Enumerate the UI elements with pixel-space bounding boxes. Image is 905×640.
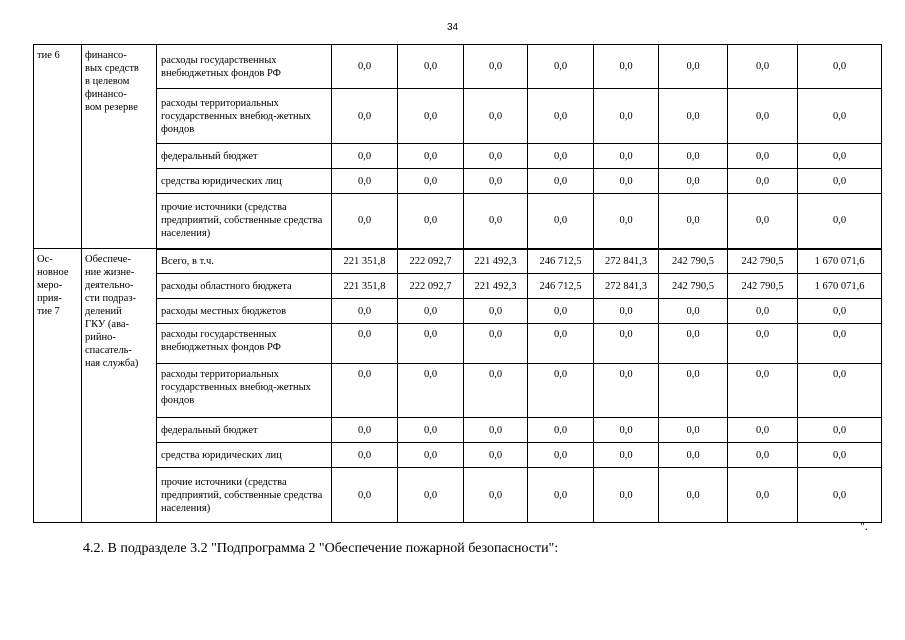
- table-row: [34, 299, 882, 324]
- value-cell: 0,0: [528, 324, 594, 364]
- value-cell: 0,0: [332, 324, 398, 364]
- funding-source-cell: расходы местных бюджетов: [157, 299, 332, 324]
- total-value-cell: 1 670 071,6: [798, 249, 882, 274]
- total-value-cell: 1 670 071,6: [798, 274, 882, 299]
- value-cell: 0,0: [398, 299, 464, 324]
- value-cell: 0,0: [528, 299, 594, 324]
- value-cell: 0,0: [728, 89, 798, 144]
- value-cell: 0,0: [659, 89, 728, 144]
- table-row: [34, 324, 882, 364]
- funding-source-cell: Всего, в т.ч.: [157, 249, 332, 274]
- value-cell: 246 712,5: [528, 249, 594, 274]
- value-cell: 0,0: [728, 418, 798, 443]
- value-cell: 0,0: [659, 418, 728, 443]
- value-cell: 0,0: [728, 194, 798, 249]
- value-cell: 0,0: [728, 324, 798, 364]
- table-row: [34, 249, 882, 274]
- value-cell: 242 790,5: [659, 249, 728, 274]
- value-cell: 0,0: [659, 194, 728, 249]
- total-value-cell: 0,0: [798, 468, 882, 523]
- value-cell: 0,0: [464, 324, 528, 364]
- value-cell: 0,0: [398, 364, 464, 418]
- value-cell: 0,0: [398, 169, 464, 194]
- value-cell: 0,0: [659, 144, 728, 169]
- value-cell: 0,0: [594, 144, 659, 169]
- value-cell: 0,0: [528, 468, 594, 523]
- value-cell: 0,0: [594, 169, 659, 194]
- value-cell: 0,0: [594, 468, 659, 523]
- value-cell: 242 790,5: [728, 274, 798, 299]
- value-cell: 0,0: [594, 443, 659, 468]
- value-cell: 221 351,8: [332, 274, 398, 299]
- total-value-cell: 0,0: [798, 443, 882, 468]
- table-row: [34, 443, 882, 468]
- value-cell: 0,0: [594, 45, 659, 89]
- value-cell: 0,0: [332, 194, 398, 249]
- value-cell: 0,0: [398, 89, 464, 144]
- funding-source-cell: федеральный бюджет: [157, 144, 332, 169]
- value-cell: 0,0: [594, 89, 659, 144]
- value-cell: 0,0: [528, 194, 594, 249]
- table-row: [34, 194, 882, 249]
- closing-quote: ".: [860, 519, 868, 533]
- total-value-cell: 0,0: [798, 324, 882, 364]
- budget-table: [33, 44, 882, 523]
- value-cell: 0,0: [659, 299, 728, 324]
- value-cell: 0,0: [332, 144, 398, 169]
- value-cell: 0,0: [332, 468, 398, 523]
- value-cell: 0,0: [728, 443, 798, 468]
- value-cell: 0,0: [464, 89, 528, 144]
- total-value-cell: 0,0: [798, 364, 882, 418]
- value-cell: 0,0: [332, 299, 398, 324]
- value-cell: 0,0: [398, 144, 464, 169]
- value-cell: 0,0: [332, 169, 398, 194]
- funding-source-cell: расходы государственных внебюджетных фондов РФ: [157, 324, 332, 364]
- value-cell: 0,0: [728, 299, 798, 324]
- value-cell: 0,0: [594, 418, 659, 443]
- value-cell: 0,0: [659, 443, 728, 468]
- section-paragraph: 4.2. В подразделе 3.2 "Подпрограмма 2 "Обеспечение пожарной безопасности":: [83, 541, 559, 556]
- event-name-cell: Обеспече- ние жизне- деятельно- сти подраз- делений ГКУ (ава- рийно- спасатель- ная служба): [82, 249, 157, 523]
- value-cell: 0,0: [464, 45, 528, 89]
- value-cell: 221 492,3: [464, 249, 528, 274]
- event-code-cell: Ос- новное меро- прия- тие 7: [34, 249, 82, 523]
- value-cell: 0,0: [332, 443, 398, 468]
- value-cell: 242 790,5: [659, 274, 728, 299]
- value-cell: 0,0: [594, 364, 659, 418]
- total-value-cell: 0,0: [798, 169, 882, 194]
- value-cell: 222 092,7: [398, 249, 464, 274]
- value-cell: 0,0: [528, 89, 594, 144]
- value-cell: 0,0: [728, 169, 798, 194]
- funding-source-cell: прочие источники (средства предприятий, собственные средства населения): [157, 468, 332, 523]
- table-row: [34, 274, 882, 299]
- value-cell: 0,0: [464, 468, 528, 523]
- table-row: [34, 169, 882, 194]
- value-cell: 0,0: [398, 468, 464, 523]
- value-cell: 0,0: [659, 324, 728, 364]
- value-cell: 0,0: [464, 443, 528, 468]
- value-cell: 0,0: [728, 364, 798, 418]
- value-cell: 272 841,3: [594, 249, 659, 274]
- value-cell: 0,0: [464, 418, 528, 443]
- table-row: [34, 468, 882, 523]
- value-cell: 0,0: [398, 443, 464, 468]
- value-cell: 0,0: [659, 45, 728, 89]
- value-cell: 0,0: [728, 45, 798, 89]
- value-cell: 0,0: [728, 144, 798, 169]
- value-cell: 0,0: [659, 169, 728, 194]
- value-cell: 0,0: [528, 418, 594, 443]
- total-value-cell: 0,0: [798, 144, 882, 169]
- value-cell: 0,0: [332, 89, 398, 144]
- value-cell: 0,0: [398, 194, 464, 249]
- table-row: [34, 364, 882, 418]
- funding-source-cell: прочие источники (средства предприятий, собственные средства населения): [157, 194, 332, 249]
- table-row: [34, 89, 882, 144]
- value-cell: 221 351,8: [332, 249, 398, 274]
- total-value-cell: 0,0: [798, 89, 882, 144]
- total-value-cell: 0,0: [798, 45, 882, 89]
- event-code-cell: тие 6: [34, 45, 82, 249]
- value-cell: 0,0: [332, 45, 398, 89]
- value-cell: 0,0: [528, 144, 594, 169]
- value-cell: 0,0: [464, 144, 528, 169]
- funding-source-cell: расходы территориальных государственных внебюд-жетных фондов: [157, 89, 332, 144]
- funding-source-cell: средства юридических лиц: [157, 169, 332, 194]
- value-cell: 0,0: [528, 169, 594, 194]
- table-row: [34, 144, 882, 169]
- funding-source-cell: федеральный бюджет: [157, 418, 332, 443]
- value-cell: 0,0: [398, 45, 464, 89]
- value-cell: 0,0: [528, 45, 594, 89]
- value-cell: 0,0: [594, 194, 659, 249]
- value-cell: 0,0: [659, 468, 728, 523]
- value-cell: 0,0: [464, 364, 528, 418]
- value-cell: 272 841,3: [594, 274, 659, 299]
- value-cell: 0,0: [464, 194, 528, 249]
- value-cell: 0,0: [464, 169, 528, 194]
- value-cell: 221 492,3: [464, 274, 528, 299]
- event-name-cell: финансо- вых средств в целевом финансо- вом резерве: [82, 45, 157, 249]
- value-cell: 0,0: [594, 299, 659, 324]
- funding-source-cell: расходы территориальных государственных внебюд-жетных фондов: [157, 364, 332, 418]
- value-cell: 246 712,5: [528, 274, 594, 299]
- value-cell: 222 092,7: [398, 274, 464, 299]
- funding-source-cell: расходы государственных внебюджетных фондов РФ: [157, 45, 332, 89]
- total-value-cell: 0,0: [798, 418, 882, 443]
- funding-source-cell: средства юридических лиц: [157, 443, 332, 468]
- value-cell: 0,0: [464, 299, 528, 324]
- value-cell: 0,0: [332, 364, 398, 418]
- page-number: 34: [446, 22, 459, 33]
- value-cell: 0,0: [332, 418, 398, 443]
- value-cell: 0,0: [594, 324, 659, 364]
- value-cell: 0,0: [728, 468, 798, 523]
- funding-source-cell: расходы областного бюджета: [157, 274, 332, 299]
- value-cell: 242 790,5: [728, 249, 798, 274]
- total-value-cell: 0,0: [798, 299, 882, 324]
- value-cell: 0,0: [398, 324, 464, 364]
- table-row: [34, 418, 882, 443]
- value-cell: 0,0: [528, 364, 594, 418]
- total-value-cell: 0,0: [798, 194, 882, 249]
- value-cell: 0,0: [528, 443, 594, 468]
- value-cell: 0,0: [398, 418, 464, 443]
- value-cell: 0,0: [659, 364, 728, 418]
- table-row: [34, 45, 882, 89]
